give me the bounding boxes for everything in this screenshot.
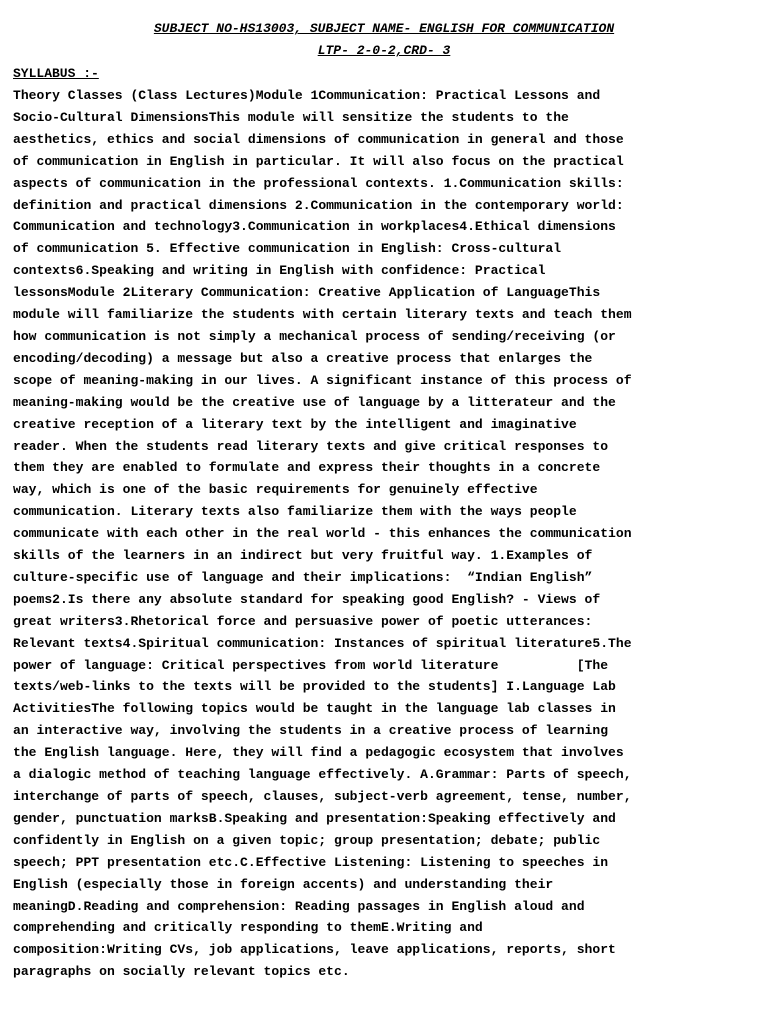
syllabus-line: Communication and technology3.Communication in workplaces4.Ethical dimensions — [13, 219, 616, 235]
syllabus-line: poems2.Is there any absolute standard for speaking good English? - Views of — [13, 591, 601, 607]
syllabus-line: module will familiarize the students with certain literary texts and teach them — [13, 307, 632, 323]
syllabus-line: Relevant texts4.Spiritual communication: Instances of spiritual literature5.The — [13, 635, 632, 651]
syllabus-line: the English language. Here, they will find a pedagogic ecosystem that involves — [13, 745, 624, 761]
syllabus-line: of communication in English in particular. It will also focus on the practical — [13, 153, 624, 169]
syllabus-line: meaning-making would be the creative use of language by a litterateur and the — [13, 394, 616, 410]
syllabus-line: power of language: Critical perspectives from world literature [The — [13, 657, 609, 673]
syllabus-line: way, which is one of the basic requirements for genuinely effective — [13, 482, 538, 498]
syllabus-line: skills of the learners in an indirect but very fruitful way. 1.Examples of — [13, 548, 593, 564]
syllabus-line: texts/web-links to the texts will be provided to the students] I.Language Lab — [13, 679, 616, 695]
syllabus-line: culture-specific use of language and their implications: “Indian English” — [13, 569, 593, 585]
syllabus-line: contexts6.Speaking and writing in English with confidence: Practical — [13, 263, 546, 279]
syllabus-line: comprehending and critically responding to themE.Writing and — [13, 920, 483, 936]
syllabus-line: encoding/decoding) a message but also a creative process that enlarges the — [13, 350, 593, 366]
syllabus-line: creative reception of a literary text by the intelligent and imaginative — [13, 416, 577, 432]
syllabus-heading: SYLLABUS :- — [13, 66, 99, 81]
syllabus-line: an interactive way, involving the students in a creative process of learning — [13, 723, 609, 739]
syllabus-line: scope of meaning-making in our lives. A significant instance of this process of — [13, 372, 632, 388]
syllabus-line: meaningD.Reading and comprehension: Reading passages in English aloud and — [13, 898, 585, 914]
ltp-credit-text: LTP- 2-0-2,CRD- 3 — [317, 43, 451, 58]
syllabus-line: Theory Classes (Class Lectures)Module 1Communication: Practical Lessons and — [13, 88, 601, 103]
syllabus-line: communicate with each other in the real world - this enhances the communication — [13, 526, 632, 542]
subject-title — [0, 19, 768, 39]
syllabus-line: communication. Literary texts also familiarize them with the ways people — [13, 504, 577, 520]
syllabus-line: speech; PPT presentation etc.C.Effective Listening: Listening to speeches in — [13, 854, 609, 870]
syllabus-line: reader. When the students read literary texts and give critical responses to — [13, 438, 609, 454]
ltp-credit-line — [0, 41, 768, 61]
syllabus-line: lessonsModule 2Literary Communication: Creative Application of LanguageThis — [13, 285, 601, 301]
subject-title-text: SUBJECT NO-HS13003, SUBJECT NAME- ENGLISH FOR COMMUNICATION — [153, 21, 615, 36]
syllabus-line: paragraphs on socially relevant topics etc. — [13, 964, 350, 980]
syllabus-line: Socio-Cultural DimensionsThis module will sensitize the students to the — [13, 109, 569, 125]
syllabus-line: a dialogic method of teaching language effectively. A.Grammar: Parts of speech, — [13, 767, 632, 783]
syllabus-line: interchange of parts of speech, clauses, subject-verb agreement, tense, number, — [13, 789, 632, 804]
syllabus-line: how communication is not simply a mechanical process of sending/receiving (or — [13, 328, 616, 344]
syllabus-line: confidently in English on a given topic; group presentation; debate; public — [13, 832, 601, 848]
syllabus-line: aspects of communication in the professional contexts. 1.Communication skills: — [13, 175, 624, 191]
syllabus-line: of communication 5. Effective communication in English: Cross-cultural — [13, 241, 562, 257]
syllabus-line: definition and practical dimensions 2.Communication in the contemporary world: — [13, 197, 624, 213]
syllabus-line: great writers3.Rhetorical force and persuasive power of poetic utterances: — [13, 613, 593, 629]
syllabus-body — [13, 85, 758, 983]
syllabus-line: composition:Writing CVs, job applications, leave applications, reports, short — [13, 942, 616, 958]
syllabus-line: aesthetics, ethics and social dimensions of communication in general and those — [13, 131, 624, 147]
syllabus-line: ActivitiesThe following topics would be taught in the language lab classes in — [13, 701, 616, 717]
syllabus-line: gender, punctuation marksB.Speaking and presentation:Speaking effectively and — [13, 810, 616, 826]
syllabus-line: English (especially those in foreign accents) and understanding their — [13, 876, 554, 892]
syllabus-line: them they are enabled to formulate and express their thoughts in a concrete — [13, 460, 601, 476]
